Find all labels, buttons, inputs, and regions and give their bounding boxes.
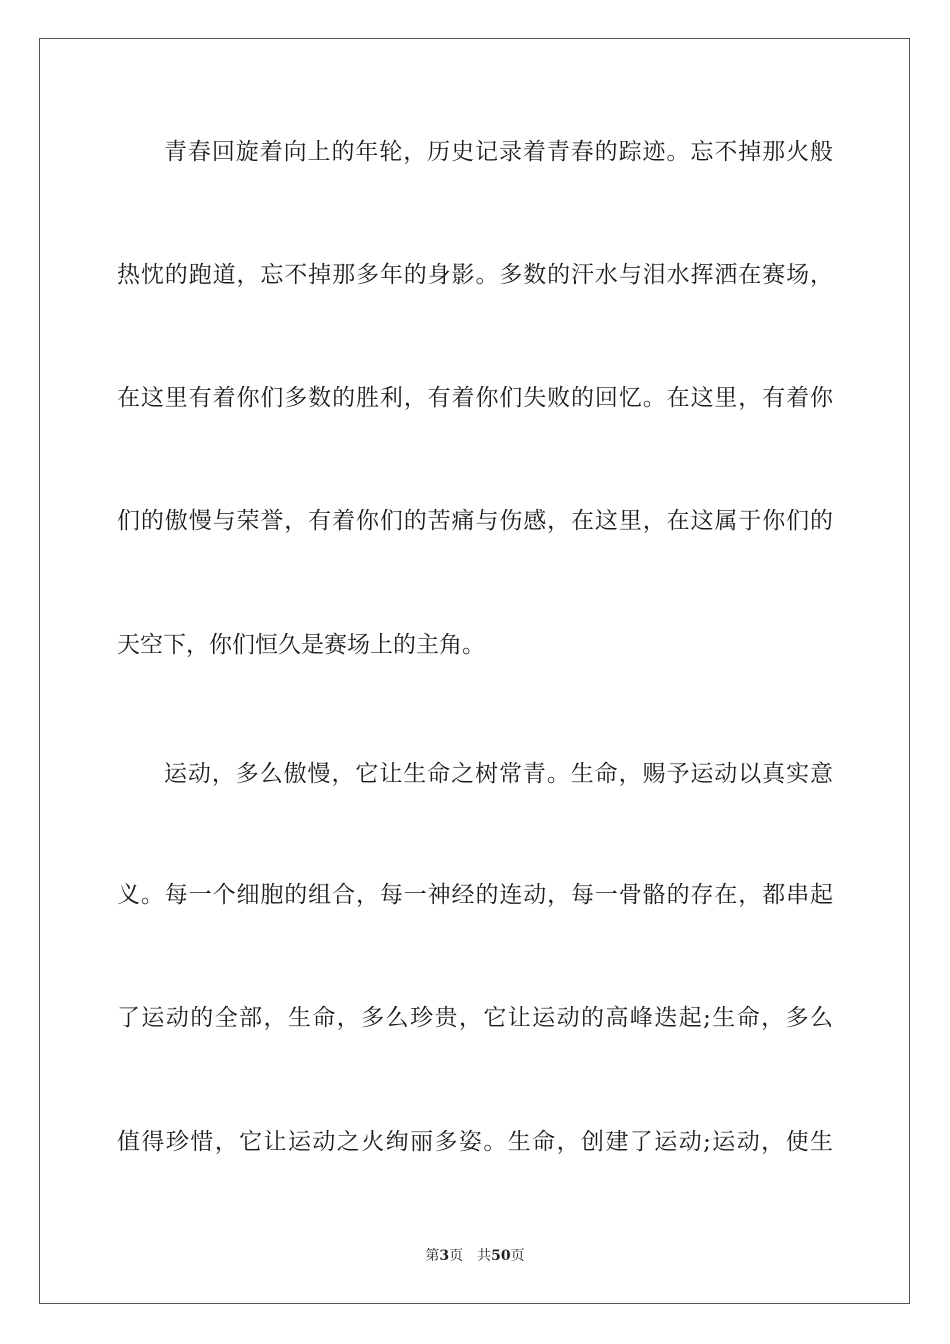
footer-total-suffix: 页 [510,1248,525,1264]
paragraph-2-line-3: 了运动的全部，生命，多么珍贵，它让运动的高峰迭起;生命，多么 [117,1005,833,1031]
paragraph-1-line-4: 们的傲慢与荣誉，有着你们的苦痛与伤感，在这里，在这属于你们的 [117,508,833,534]
paragraph-1-line-2: 热忱的跑道，忘不掉那多年的身影。多数的汗水与泪水挥洒在赛场， [117,262,833,288]
paragraph-2-line-1: 运动，多么傲慢，它让生命之树常青。生命，赐予运动以真实意 [164,761,833,787]
page-footer [0,1247,950,1265]
paragraph-1-line-5: 天空下，你们恒久是赛场上的主角。 [117,632,485,658]
paragraph-1-line-1: 青春回旋着向上的年轮，历史记录着青春的踪迹。忘不掉那火般 [164,139,833,165]
footer-total-pages: 50 [491,1248,511,1264]
footer-total-prefix: 共 [477,1248,492,1264]
paragraph-2-line-2: 义。每一个细胞的组合，每一神经的连动，每一骨骼的存在，都串起 [117,882,833,908]
footer-page-number: 3 [439,1248,450,1264]
footer-page-prefix: 第 [425,1248,440,1264]
paragraph-1-line-3: 在这里有着你们多数的胜利，有着你们失败的回忆。在这里，有着你 [117,385,833,411]
paragraph-2-line-4: 值得珍惜，它让运动之火绚丽多姿。生命，创建了运动;运动，使生 [117,1129,833,1155]
footer-page-suffix: 页 [449,1248,464,1264]
page-border [39,38,910,1304]
